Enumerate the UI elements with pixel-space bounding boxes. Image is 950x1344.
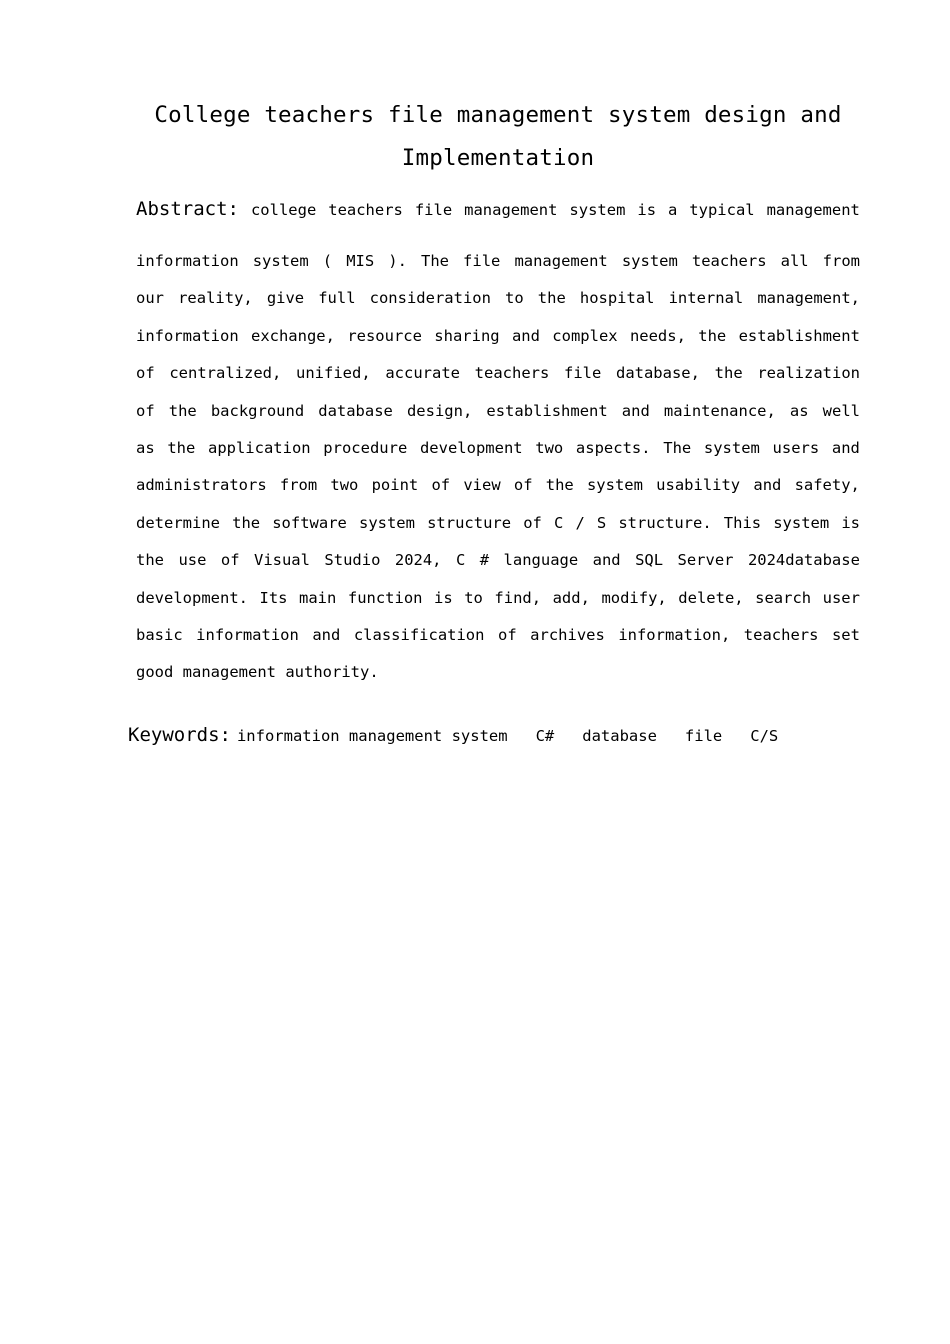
abstract-word: of <box>136 364 155 383</box>
abstract-word: file <box>414 201 453 219</box>
abstract-word: of <box>220 551 240 570</box>
abstract-line <box>136 545 860 582</box>
abstract-line <box>136 358 860 395</box>
abstract-word: well <box>822 401 860 420</box>
abstract-word: is <box>637 201 657 219</box>
abstract-word: accurate <box>385 364 460 383</box>
abstract-word: two <box>330 476 359 495</box>
title-line-1: College teachers file management system design and <box>154 102 842 128</box>
abstract-section <box>136 198 860 695</box>
abstract-word: software <box>272 513 347 532</box>
abstract-label: Abstract: <box>136 198 239 220</box>
abstract-word: modify, <box>601 588 667 607</box>
abstract-word: maintenance, <box>663 401 776 420</box>
abstract-word: unified, <box>296 364 371 383</box>
abstract-word: sharing <box>434 326 500 345</box>
abstract-word: and <box>511 326 540 345</box>
abstract-word: the <box>714 364 743 383</box>
abstract-word: to <box>505 289 524 308</box>
abstract-word: ( <box>322 252 333 270</box>
abstract-line <box>136 470 860 507</box>
keyword: file <box>684 727 723 745</box>
abstract-word: file <box>563 364 602 383</box>
abstract-word: The <box>663 438 692 457</box>
abstract-word: management <box>182 663 286 682</box>
abstract-word: Studio <box>324 551 381 570</box>
abstract-word: is <box>434 588 453 607</box>
abstract-line <box>136 433 860 470</box>
abstract-word: SQL <box>635 551 664 570</box>
abstract-word: hospital <box>579 289 655 308</box>
abstract-word: and <box>753 476 782 495</box>
abstract-word: information <box>196 625 299 644</box>
abstract-word: internal <box>668 289 744 308</box>
title-line-2: Implementation <box>401 145 595 171</box>
abstract-word: search <box>755 588 812 607</box>
abstract-word: view <box>463 476 501 495</box>
abstract-word: of <box>523 513 542 532</box>
abstract-word: Its <box>259 588 288 607</box>
abstract-word: 2024database <box>747 551 860 570</box>
abstract-word: the <box>168 401 197 420</box>
abstract-body <box>136 246 860 695</box>
abstract-word: procedure <box>323 438 408 457</box>
abstract-word: Visual <box>253 551 310 570</box>
abstract-word: language <box>503 551 579 570</box>
abstract-word: and <box>312 625 341 644</box>
abstract-word: development. <box>136 588 248 607</box>
abstract-word: administrators <box>136 476 267 495</box>
abstract-word: two <box>535 438 564 457</box>
abstract-first-row <box>136 198 860 230</box>
abstract-word: set <box>831 625 860 644</box>
abstract-word: the <box>232 513 261 532</box>
abstract-word: establishment <box>486 401 608 420</box>
abstract-word: from <box>822 252 860 270</box>
keyword: C/S <box>750 727 779 745</box>
abstract-word: and <box>831 438 860 457</box>
abstract-word: The <box>420 252 449 270</box>
abstract-word: consideration <box>369 289 491 308</box>
abstract-word: safety, <box>794 476 860 495</box>
abstract-word: as <box>789 401 809 420</box>
abstract-word: the <box>167 438 196 457</box>
abstract-word: full <box>318 289 356 308</box>
abstract-word: centralized, <box>169 364 282 383</box>
abstract-word: a <box>667 201 678 219</box>
abstract-word: background <box>210 401 305 420</box>
abstract-word: system <box>586 476 643 495</box>
abstract-line <box>136 283 860 320</box>
abstract-word: teachers <box>743 625 819 644</box>
abstract-word: find, <box>494 588 542 607</box>
abstract-word: resource <box>347 326 422 345</box>
abstract-word: good <box>136 663 183 682</box>
abstract-word: complex <box>552 326 618 345</box>
abstract-word: C <box>455 551 466 570</box>
abstract-word: all <box>780 252 809 270</box>
abstract-word: management <box>766 201 860 219</box>
abstract-word: C <box>553 513 564 532</box>
abstract-word: function <box>347 588 423 607</box>
abstract-word: from <box>279 476 318 495</box>
abstract-word: system <box>621 252 678 270</box>
abstract-word: # <box>479 551 490 570</box>
abstract-word: development <box>419 438 523 457</box>
abstract-word: as <box>136 438 155 457</box>
abstract-word: design, <box>406 401 473 420</box>
abstract-word: This <box>723 513 762 532</box>
abstract-word: of <box>513 476 533 495</box>
abstract-word: information, <box>618 625 731 644</box>
abstract-word: exchange, <box>250 326 335 345</box>
abstract-word: S <box>596 513 607 532</box>
abstract-word: management, <box>757 289 860 308</box>
abstract-word: system <box>252 252 309 270</box>
abstract-word: establishment <box>738 326 860 345</box>
abstract-word: 2024, <box>394 551 442 570</box>
abstract-word: MIS <box>346 252 375 270</box>
abstract-word: archives <box>530 625 605 644</box>
abstract-word: and <box>621 401 650 420</box>
abstract-word: of <box>431 476 451 495</box>
abstract-word: structure <box>427 513 512 532</box>
keywords-label: Keywords: <box>128 724 231 746</box>
abstract-word: the <box>545 476 574 495</box>
abstract-line <box>136 657 860 694</box>
abstract-word: / <box>575 513 585 532</box>
abstract-word: teachers <box>474 364 550 383</box>
abstract-line <box>136 246 860 283</box>
abstract-word: of <box>136 401 155 420</box>
abstract-word: system <box>773 513 830 532</box>
document-title <box>120 94 876 180</box>
abstract-word: application <box>207 438 311 457</box>
abstract-word: of <box>497 625 517 644</box>
abstract-word: is <box>841 513 860 532</box>
abstract-line <box>136 583 860 620</box>
abstract-word: users <box>772 438 820 457</box>
abstract-word: file <box>463 252 501 270</box>
abstract-word: college <box>250 201 317 219</box>
abstract-word: to <box>464 588 483 607</box>
keywords-list <box>237 727 806 745</box>
keyword: C# <box>535 727 555 745</box>
abstract-word: database <box>318 401 393 420</box>
abstract-word: classification <box>353 625 485 644</box>
abstract-line <box>136 620 860 657</box>
keywords-section <box>128 724 806 746</box>
abstract-word: use <box>178 551 207 570</box>
abstract-word: information <box>136 326 239 345</box>
keyword: database <box>582 727 657 745</box>
abstract-word: management <box>514 252 608 270</box>
abstract-line <box>136 508 860 545</box>
keyword: information management system <box>236 727 508 745</box>
abstract-word: reality, <box>178 289 253 308</box>
abstract-word: determine <box>136 513 220 532</box>
abstract-line <box>136 321 860 358</box>
abstract-line <box>251 201 860 219</box>
abstract-word: basic <box>136 625 183 644</box>
abstract-word: needs, <box>629 326 686 345</box>
abstract-word: realization <box>757 364 860 383</box>
abstract-word: point <box>371 476 419 495</box>
abstract-word: main <box>299 588 337 607</box>
abstract-word: user <box>822 588 860 607</box>
abstract-word: delete, <box>678 588 744 607</box>
abstract-word: teachers <box>691 252 767 270</box>
abstract-word: teachers <box>328 201 403 219</box>
abstract-word: add, <box>552 588 590 607</box>
abstract-word: aspects. <box>575 438 651 457</box>
abstract-word: and <box>592 551 621 570</box>
abstract-word: the <box>136 551 164 570</box>
abstract-word: our <box>136 289 164 308</box>
abstract-line <box>136 396 860 433</box>
abstract-word: structure. <box>618 513 712 532</box>
abstract-word: Server <box>677 551 734 570</box>
abstract-word: usability <box>656 476 741 495</box>
abstract-word: give <box>266 289 305 308</box>
abstract-word: management <box>464 201 558 219</box>
abstract-word: information <box>136 252 239 270</box>
abstract-word: system <box>569 201 626 219</box>
abstract-word: authority. <box>285 663 379 682</box>
abstract-word: the <box>698 326 727 345</box>
abstract-word: system <box>703 438 760 457</box>
abstract-word: typical <box>689 201 755 219</box>
abstract-word: database, <box>615 364 700 383</box>
abstract-word: ). <box>388 252 407 270</box>
abstract-word: system <box>358 513 415 532</box>
abstract-word: the <box>537 289 566 308</box>
